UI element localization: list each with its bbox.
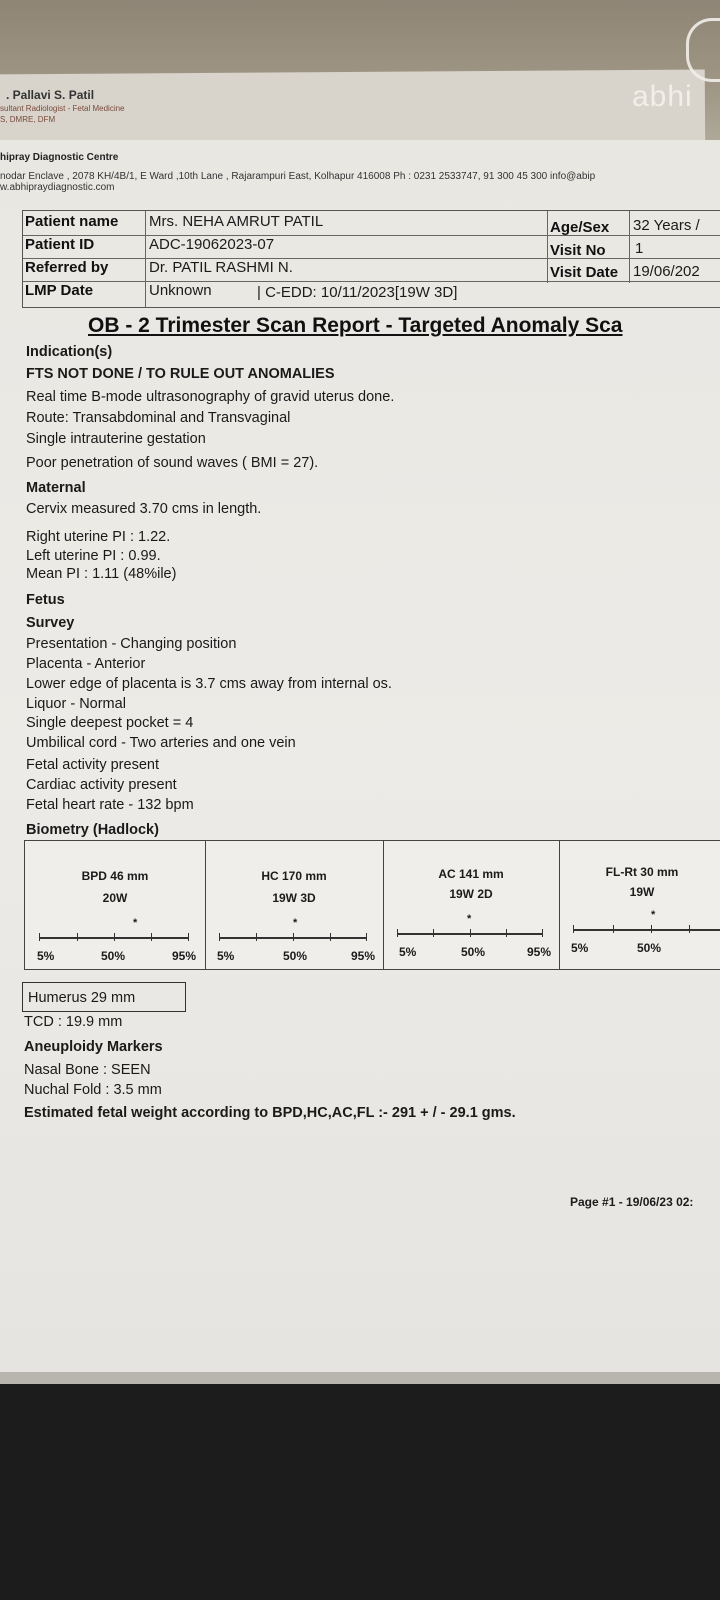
- doctor-degrees: S, DMRE, DFM: [0, 115, 56, 124]
- heading-fetus: Fetus: [26, 592, 65, 608]
- nasal-bone: Nasal Bone : SEEN: [24, 1062, 151, 1078]
- biometry-measure: BPD 46 mm: [81, 869, 149, 883]
- logo-mark-icon: [686, 18, 720, 82]
- heading-survey: Survey: [26, 615, 75, 631]
- body-line: Poor penetration of sound waves ( BMI = 27).: [26, 455, 319, 471]
- body-line: Right uterine PI : 1.22.: [26, 529, 171, 545]
- percentile-marker: *: [651, 909, 656, 921]
- body-line: Fetal activity present: [26, 757, 159, 773]
- body-line: Single intrauterine gestation: [26, 431, 206, 447]
- visit-no-value: 1: [635, 240, 644, 257]
- visit-no-label: Visit No: [550, 242, 606, 259]
- body-line: Lower edge of placenta is 3.7 cms away from internal os.: [26, 676, 392, 692]
- biometry-measure: HC 170 mm: [261, 869, 327, 883]
- p5-label: 5%: [217, 949, 235, 963]
- biometry-measure: FL-Rt 30 mm: [605, 865, 679, 879]
- body-line: Route: Transabdominal and Transvaginal: [26, 410, 291, 426]
- heading-maternal: Maternal: [26, 480, 86, 496]
- body-line: Umbilical cord - Two arteries and one vein: [26, 735, 296, 751]
- tcd-measurement: TCD : 19.9 mm: [24, 1014, 123, 1030]
- heading-biometry: Biometry (Hadlock): [26, 822, 159, 838]
- p50-label: 50%: [461, 945, 486, 959]
- body-line: Presentation - Changing position: [26, 636, 237, 652]
- biometry-cell-hc: [205, 841, 384, 969]
- body-line: Mean PI : 1.11 (48%ile): [26, 566, 177, 582]
- biometry-ga: 19W 3D: [272, 891, 316, 905]
- percentile-marker: *: [467, 913, 472, 925]
- p95-label: 95%: [527, 945, 552, 959]
- patient-name-label: Patient name: [25, 213, 119, 230]
- p5-label: 5%: [571, 941, 589, 955]
- referred-by-value: Dr. PATIL RASHMI N.: [149, 259, 293, 276]
- p50-label: 50%: [101, 949, 126, 963]
- biometry-measure: AC 141 mm: [438, 867, 504, 881]
- doctor-name: . Pallavi S. Patil: [6, 88, 95, 102]
- p50-label: 50%: [283, 949, 308, 963]
- cedd-value: | C-EDD: 10/11/2023[19W 3D]: [257, 284, 458, 301]
- biometry-cell-ac: [383, 841, 560, 969]
- report-title: OB - 2 Trimester Scan Report - Targeted Anomaly Sca: [88, 314, 623, 337]
- body-line: Fetal heart rate - 132 bpm: [26, 797, 194, 813]
- p95-label: 95%: [172, 949, 197, 963]
- body-line: Single deepest pocket = 4: [26, 715, 194, 731]
- percentile-marker: *: [293, 917, 298, 929]
- body-line: Left uterine PI : 0.99.: [26, 548, 161, 564]
- humerus-measurement: Humerus 29 mm: [28, 990, 136, 1006]
- centre-address: nodar Enclave , 2078 KH/4B/1, E Ward ,10th Lane , Rajarampuri East, Kolhapur 416008 Ph : 0231 2533747, 91 300 45 300 info@abip: [0, 171, 596, 182]
- p95-label: 95%: [351, 949, 376, 963]
- nuchal-fold: Nuchal Fold : 3.5 mm: [24, 1082, 162, 1098]
- body-line: Cardiac activity present: [26, 777, 177, 793]
- doctor-title: sultant Radiologist - Fetal Medicine: [0, 104, 125, 113]
- centre-website: w.abhipraydiagnostic.com: [0, 182, 115, 193]
- patient-id-value: ADC-19062023-07: [149, 236, 275, 253]
- lmp-date-value: Unknown: [149, 282, 212, 299]
- p50-label: 50%: [637, 941, 662, 955]
- biometry-ga: 19W 2D: [449, 887, 493, 901]
- estimated-fetal-weight: Estimated fetal weight according to BPD,HC,AC,FL :- 291 + / - 29.1 gms.: [24, 1105, 516, 1121]
- clinic-logo-text: abhi: [632, 80, 693, 113]
- age-sex-label: Age/Sex: [550, 219, 610, 236]
- patient-info-table: [22, 210, 720, 308]
- referred-by-label: Referred by: [25, 259, 109, 276]
- percentile-marker: *: [133, 917, 138, 929]
- paper-bottom-edge: [0, 1372, 720, 1384]
- body-line: Placenta - Anterior: [26, 656, 146, 672]
- biometry-ga: 20W: [102, 891, 128, 905]
- biometry-ga: 19W: [629, 885, 655, 899]
- heading-indications: Indication(s): [26, 344, 113, 360]
- body-line: Liquor - Normal: [26, 696, 126, 712]
- page-footer: Page #1 - 19/06/23 02:: [570, 1195, 694, 1209]
- body-line: Cervix measured 3.70 cms in length.: [26, 501, 262, 517]
- biometry-cell-bpd: [25, 841, 206, 969]
- p5-label: 5%: [399, 945, 417, 959]
- centre-name: hipray Diagnostic Centre: [0, 152, 119, 163]
- biometry-cell-fl: [559, 841, 720, 969]
- patient-name-value: Mrs. NEHA AMRUT PATIL: [149, 213, 324, 230]
- lmp-date-label: LMP Date: [25, 282, 94, 299]
- patient-id-label: Patient ID: [25, 236, 95, 253]
- visit-date-value: 19/06/202: [633, 263, 700, 280]
- body-line: Real time B-mode ultrasonography of gravid uterus done.: [26, 389, 395, 405]
- age-sex-value: 32 Years /: [633, 217, 700, 234]
- heading-aneuploidy: Aneuploidy Markers: [24, 1039, 163, 1055]
- visit-date-label: Visit Date: [550, 264, 619, 281]
- p5-label: 5%: [37, 949, 55, 963]
- biometry-panel: [24, 840, 720, 970]
- indication-text: FTS NOT DONE / TO RULE OUT ANOMALIES: [26, 366, 335, 382]
